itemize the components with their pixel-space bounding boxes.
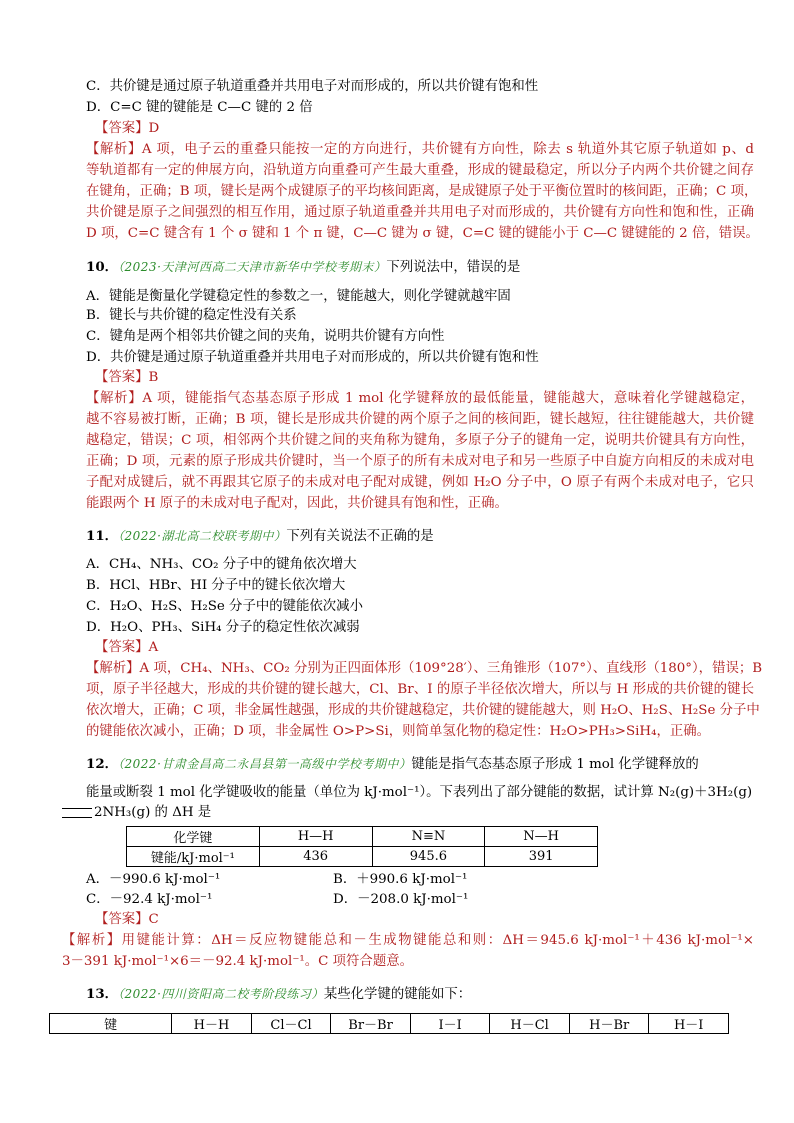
q11-number: 11．: [86, 528, 119, 544]
q9-analysis-line: 等轨道都有一定的伸展方向，沿轨道方向重叠可产生最大重叠，形成的键最稳定，所以分子内两个共价键之间存: [86, 163, 754, 178]
q11-option-b: B．HCl、HBr、HI 分子中的键长依次增大: [86, 578, 346, 593]
q9-analysis-line: 在键角，正确；B 项，键长是两个成键原子的平均核间距离，是成键原子处于平衡位置时的核间距，正确；C 项，: [86, 184, 758, 199]
q10-stem: [86, 259, 520, 276]
q10-option-b: B．键长与共价键的稳定性没有关系: [86, 308, 297, 323]
q9-analysis-line: D 项，C=C 键含有 1 个 σ 键和 1 个 π 键，C—C 键为 σ 键，C=C 键的键能小于 C—C 键键能的 2 倍，错误。: [86, 226, 759, 241]
q10-analysis-line: 能跟两个 H 原子的未成对电子配对，因此，共价键具有饱和性，正确。: [86, 496, 508, 511]
q11-analysis-line: 的键能依次减小，正确；D 项，非金属性 O>P>Si，则简单氢化物的稳定性：H₂O>PH₃>SiH₄，正确。: [86, 724, 711, 739]
table-row: [127, 847, 598, 867]
q10-source: （2023·天津河西高二天津市新华中学校考期末）: [118, 260, 387, 274]
q12-source: （2022·甘肃金昌高二永昌县第一高级中学校考期中）: [118, 757, 412, 771]
table-header-cell: H—H: [259, 827, 372, 847]
q11-analysis-line: 【解析】A 项，CH₄、NH₃、CO₂ 分别为正四面体形（109°28′）、三角锥形（107°）、直线形（180°），错误；B: [86, 661, 763, 676]
table-header-cell: N—H: [485, 827, 598, 847]
q13-source: （2022·四川资阳高二校考阶段练习）: [118, 987, 324, 1001]
q9-option-c: C．共价键是通过原子轨道重叠并共用电子对而形成的，所以共价键有饱和性: [86, 79, 539, 94]
q11-option-d: D．H₂O、PH₃、SiH₄ 分子的稳定性依次减弱: [86, 620, 360, 635]
q12-option-d: D．－208.0 kJ·mol⁻¹: [333, 892, 469, 907]
q10-analysis-line: 正确；D 项，元素的原子形成共价键时，当一个原子的所有未成对电子和另一些原子中自旋方向相反的未成对电: [86, 454, 754, 469]
table-header-cell: 键: [50, 1014, 172, 1034]
q11-source: （2022·湖北高二校联考期中）: [118, 529, 287, 543]
q12-stem-line: 能量或断裂 1 mol 化学键吸收的能量（单位为 kJ·mol⁻¹）。下表列出了部分键能的数据，试计算 N₂(g)＋3H₂(g): [86, 785, 753, 800]
q10-option-c: C．键角是两个相邻共价键之间的夹角，说明共价键有方向性: [86, 329, 445, 344]
q12-stem: [86, 756, 699, 773]
q10-analysis-line: 【解析】A 项，键能指气态基态原子形成 1 mol 化学键释放的最低能量，键能越大，意味着化学键越稳定，: [86, 391, 754, 406]
q13-stem: [86, 986, 471, 1003]
q11-answer: 【答案】A: [95, 640, 159, 655]
table-row: [127, 827, 598, 847]
table-cell: 391: [485, 847, 598, 867]
table-cell: 键能/kJ·mol⁻¹: [127, 847, 260, 867]
q12-option-b: B．＋990.6 kJ·mol⁻¹: [333, 872, 468, 887]
q11-stem-text: 下列有关说法不正确的是: [286, 529, 434, 544]
q10-analysis-line: 越不容易被打断，正确；B 项，键长是形成共价键的两个原子之间的核间距，键长越短，往往键能越大，共价键: [86, 412, 754, 427]
q12-option-a: A．－990.6 kJ·mol⁻¹: [86, 872, 221, 887]
q13-number: 13．: [86, 986, 119, 1002]
q12-analysis-line: 【解析】用键能计算：ΔH＝反应物键能总和－生成物键能总和则：ΔH＝945.6 kJ·mol⁻¹＋436 kJ·mol⁻¹×: [62, 933, 754, 948]
q12-stem-text: 2NH₃(g) 的 ΔH 是: [94, 805, 212, 820]
equilibrium-arrow-icon: [62, 808, 92, 818]
table-header-cell: H－Br: [569, 1014, 649, 1034]
q10-answer: 【答案】B: [95, 370, 159, 385]
table-header-cell: N≡N: [372, 827, 485, 847]
table-header-cell: H－Cl: [490, 1014, 570, 1034]
q9-answer: 【答案】D: [95, 121, 160, 136]
q12-answer: 【答案】C: [95, 912, 159, 927]
table-cell: 436: [259, 847, 372, 867]
q13-stem-text: 某些化学键的键能如下：: [323, 987, 472, 1002]
q9-analysis-line: 【解析】A 项，电子云的重叠只能按一定的方向进行，共价键有方向性，除去 s 轨道外其它原子轨道如 p、d: [86, 142, 754, 157]
q12-stem-line3: [62, 805, 211, 821]
q10-option-d: D．共价键是通过原子轨道重叠并共用电子对而形成的，所以共价键有饱和性: [86, 350, 539, 365]
q10-analysis-line: 子配对成键后，就不再跟其它原子的未成对电子配对成键，例如 H₂O 分子中，O 原子有两个未成对电子，它只: [86, 475, 754, 490]
table-header-cell: H－I: [649, 1014, 729, 1034]
q12-option-c: C．－92.4 kJ·mol⁻¹: [86, 892, 213, 907]
q10-analysis-line: 越稳定，错误；C 项，相邻两个共价键之间的夹角称为键角，多原子分子的键角一定，说明共价键具有方向性，: [86, 433, 754, 448]
q10-stem-text: 下列说法中，错误的是: [386, 260, 521, 275]
q10-option-a: A．键能是衡量化学键稳定性的参数之一，键能越大，则化学键就越牢固: [86, 289, 511, 304]
q11-analysis-line: 项，原子半径越大，形成的共价键的键长越大，Cl、Br、I 的原子半径依次增大，所以与 H 形成的共价键的键长: [86, 682, 754, 697]
q9-analysis-line: 共价键是原子之间强烈的相互作用，通过原子轨道重叠并共用电子对而形成的，共价键有方向性和饱和性，正确: [86, 205, 754, 220]
table-header-cell: I－I: [410, 1014, 490, 1034]
q10-number: 10．: [86, 259, 119, 275]
q11-option-c: C．H₂O、H₂S、H₂Se 分子中的键能依次减小: [86, 599, 363, 614]
table-row: [50, 1014, 729, 1034]
q12-analysis-line: 3－391 kJ·mol⁻¹×6＝－92.4 kJ·mol⁻¹。C 项符合题意。: [62, 954, 413, 969]
q9-option-d: D．C=C 键的键能是 C—C 键的 2 倍: [86, 100, 313, 115]
table-header-cell: 化学键: [127, 827, 260, 847]
q11-stem: [86, 528, 434, 545]
table-header-cell: H－H: [172, 1014, 252, 1034]
q12-number: 12．: [86, 756, 119, 772]
q11-analysis-line: 依次增大，正确；C 项，非金属性越强，形成的共价键越稳定，共价键的键能越大，则 H₂O、H₂S、H₂Se 分子中: [86, 703, 760, 718]
q11-option-a: A．CH₄、NH₃、CO₂ 分子中的键角依次增大: [86, 557, 357, 572]
table-cell: 945.6: [372, 847, 485, 867]
bond-energy-table: [126, 826, 598, 867]
table-header-cell: Cl－Cl: [251, 1014, 331, 1034]
table-header-cell: Br－Br: [331, 1014, 411, 1034]
bond-energy-table-2: [49, 1013, 729, 1034]
q12-stem-text: 键能是指气态基态原子形成 1 mol 化学键释放的: [411, 757, 699, 772]
